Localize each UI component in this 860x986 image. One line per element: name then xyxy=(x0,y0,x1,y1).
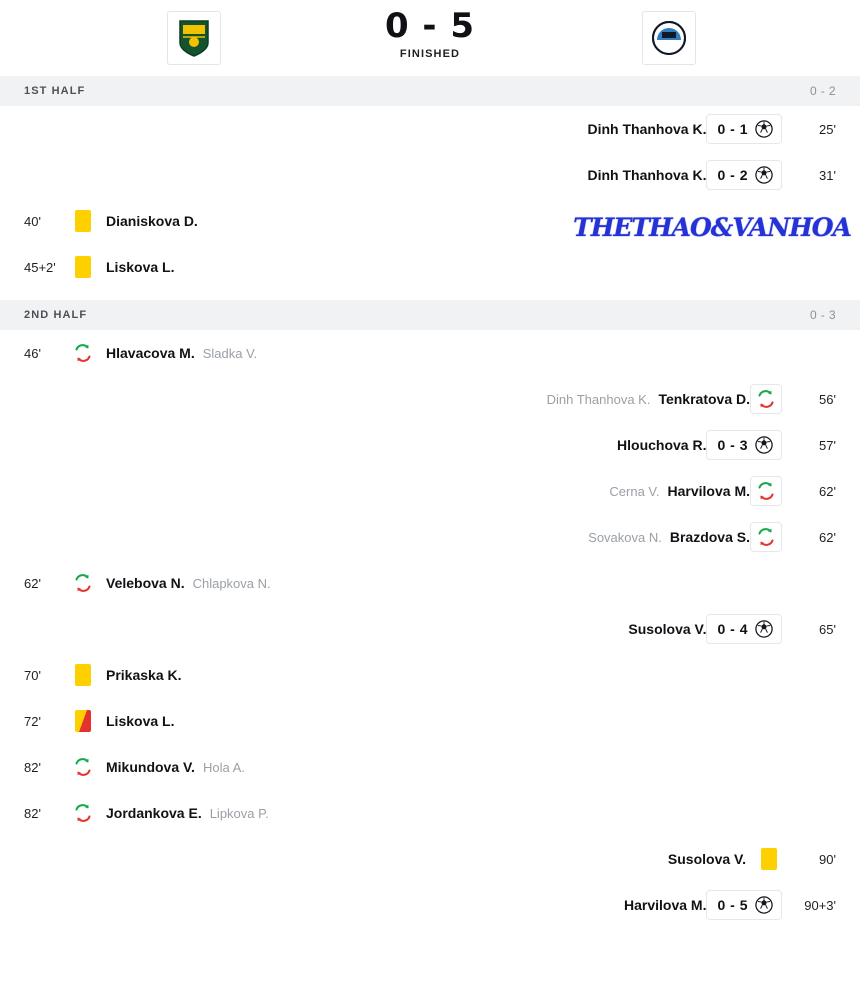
match-status: FINISHED xyxy=(399,48,461,60)
yellow-card-icon-box xyxy=(756,846,782,872)
period-incidents xyxy=(0,106,860,290)
incident-players xyxy=(547,391,750,407)
player-name: Susolova V. xyxy=(667,851,746,867)
incident-row[interactable] xyxy=(0,698,860,744)
incident-minute: 82' xyxy=(24,805,41,821)
player-name: Dianiskova D. xyxy=(106,213,198,229)
goal-score: 0 - 5 xyxy=(717,897,748,913)
incident-players xyxy=(624,897,706,913)
incident-minute: 45+2' xyxy=(24,259,56,275)
substitution-icon xyxy=(72,802,94,824)
incident-minute: 90' xyxy=(819,851,836,867)
substitution-icon xyxy=(755,388,777,410)
substitution-icon xyxy=(72,572,94,594)
incident-minute: 62' xyxy=(819,529,836,545)
incident-row[interactable] xyxy=(0,744,860,790)
incident-players xyxy=(106,759,245,775)
incident-players xyxy=(106,713,174,729)
incident-minute: 57' xyxy=(819,437,836,453)
substitution-icon-box xyxy=(70,570,96,596)
incident-players xyxy=(106,345,257,361)
goal-badge xyxy=(706,890,782,920)
yellow-card-icon xyxy=(75,256,91,278)
scoreline xyxy=(0,8,860,60)
player-name: Liskova L. xyxy=(106,713,175,729)
incident-row[interactable] xyxy=(0,376,860,422)
football-icon xyxy=(755,166,773,184)
incident-row[interactable] xyxy=(0,244,860,290)
goal-badge xyxy=(706,614,782,644)
period-label: 1ST HALF xyxy=(24,85,86,97)
incident-row[interactable] xyxy=(0,106,860,152)
yellow-card-icon-box xyxy=(70,254,96,280)
incident-players xyxy=(106,213,198,229)
player-out-name: Sovakova N. xyxy=(588,529,662,545)
incident-players xyxy=(587,167,706,183)
substitution-badge xyxy=(750,384,782,414)
goal-badge xyxy=(706,160,782,190)
incident-row[interactable] xyxy=(0,468,860,514)
player-out-name: Hola A. xyxy=(202,759,245,775)
incident-players xyxy=(106,575,271,591)
substitution-badge xyxy=(750,522,782,552)
incident-row[interactable] xyxy=(0,152,860,198)
incident-row[interactable] xyxy=(0,790,860,836)
incident-players xyxy=(106,667,182,683)
player-name: Dinh Thanhova K. xyxy=(587,121,707,137)
period-label: 2ND HALF xyxy=(24,309,88,321)
period-header xyxy=(0,300,860,330)
incident-minute: 65' xyxy=(819,621,836,637)
incident-players xyxy=(609,483,750,499)
incident-players xyxy=(668,851,746,867)
substitution-icon-box xyxy=(70,340,96,366)
player-name: Hlavacova M. xyxy=(106,345,195,361)
incident-row[interactable] xyxy=(0,560,860,606)
substitution-badge xyxy=(750,476,782,506)
incident-row[interactable] xyxy=(0,652,860,698)
yellow-card-icon xyxy=(75,210,91,232)
incident-minute: 82' xyxy=(24,759,41,775)
match-header xyxy=(0,0,860,76)
substitution-icon-box xyxy=(70,754,96,780)
football-icon xyxy=(755,436,773,454)
player-name: Dinh Thanhova K. xyxy=(587,167,707,183)
yellow-card-icon xyxy=(761,848,777,870)
incident-minute: 90+3' xyxy=(804,897,836,913)
substitution-icon xyxy=(72,342,94,364)
incident-players xyxy=(628,621,706,637)
goal-score: 0 - 3 xyxy=(717,437,748,453)
yellow-card-icon-box xyxy=(70,208,96,234)
substitution-icon-box xyxy=(70,800,96,826)
player-name: Prikaska K. xyxy=(106,667,182,683)
incident-minute: 72' xyxy=(24,713,41,729)
substitution-icon xyxy=(755,526,777,548)
player-out-name: Chlapkova N. xyxy=(192,575,271,591)
incident-players xyxy=(106,805,269,821)
section-spacer xyxy=(0,290,860,300)
goal-score: 0 - 1 xyxy=(717,121,748,137)
period-header xyxy=(0,76,860,106)
incident-row[interactable] xyxy=(0,882,860,928)
player-name: Tenkratova D. xyxy=(658,391,750,407)
player-name: Harvilova M. xyxy=(624,897,707,913)
football-icon xyxy=(755,620,773,638)
goal-badge xyxy=(706,430,782,460)
incident-row[interactable] xyxy=(0,514,860,560)
incident-minute: 40' xyxy=(24,213,41,229)
goal-score: 0 - 4 xyxy=(717,621,748,637)
football-icon xyxy=(755,120,773,138)
away-crest-icon xyxy=(651,20,687,56)
yellow-red-card-icon-box xyxy=(70,708,96,734)
player-name: Velebova N. xyxy=(106,575,185,591)
incident-list xyxy=(0,76,860,928)
yellow-red-card-icon xyxy=(75,710,91,732)
player-name: Brazdova S. xyxy=(669,529,750,545)
period-score: 0 - 2 xyxy=(809,84,836,98)
incident-players xyxy=(617,437,706,453)
incident-minute: 46' xyxy=(24,345,41,361)
incident-players xyxy=(587,121,706,137)
player-name: Jordankova E. xyxy=(106,805,202,821)
goal-score: 0 - 2 xyxy=(717,167,748,183)
player-out-name: Sladka V. xyxy=(202,345,258,361)
incident-minute: 25' xyxy=(819,121,836,137)
away-team-crest[interactable] xyxy=(642,11,696,65)
incident-minute: 62' xyxy=(819,483,836,499)
player-name: Mikundova V. xyxy=(106,759,195,775)
substitution-icon xyxy=(72,756,94,778)
watermark-text: THETHAO&VANHOA xyxy=(573,212,851,242)
yellow-card-icon-box xyxy=(70,662,96,688)
incident-minute: 62' xyxy=(24,575,41,591)
incident-players xyxy=(588,529,750,545)
period-score: 0 - 3 xyxy=(809,308,836,322)
player-out-name: Cerna V. xyxy=(609,483,660,499)
goal-badge xyxy=(706,114,782,144)
player-out-name: Lipkova P. xyxy=(209,805,269,821)
incident-players xyxy=(106,259,174,275)
incident-row[interactable] xyxy=(0,606,860,652)
player-name: Hlouchova R. xyxy=(617,437,707,453)
incident-minute: 31' xyxy=(819,167,836,183)
player-out-name: Dinh Thanhova K. xyxy=(546,391,651,407)
incident-row[interactable] xyxy=(0,422,860,468)
player-name: Harvilova M. xyxy=(667,483,750,499)
player-name: Liskova L. xyxy=(106,259,175,275)
substitution-icon xyxy=(755,480,777,502)
incident-row[interactable] xyxy=(0,836,860,882)
score-value: 0 - 5 xyxy=(384,6,476,46)
incident-row[interactable] xyxy=(0,330,860,376)
incident-minute: 56' xyxy=(819,391,836,407)
football-icon xyxy=(755,896,773,914)
player-name: Susolova V. xyxy=(628,621,707,637)
yellow-card-icon xyxy=(75,664,91,686)
period-incidents xyxy=(0,330,860,928)
incident-minute: 70' xyxy=(24,667,41,683)
